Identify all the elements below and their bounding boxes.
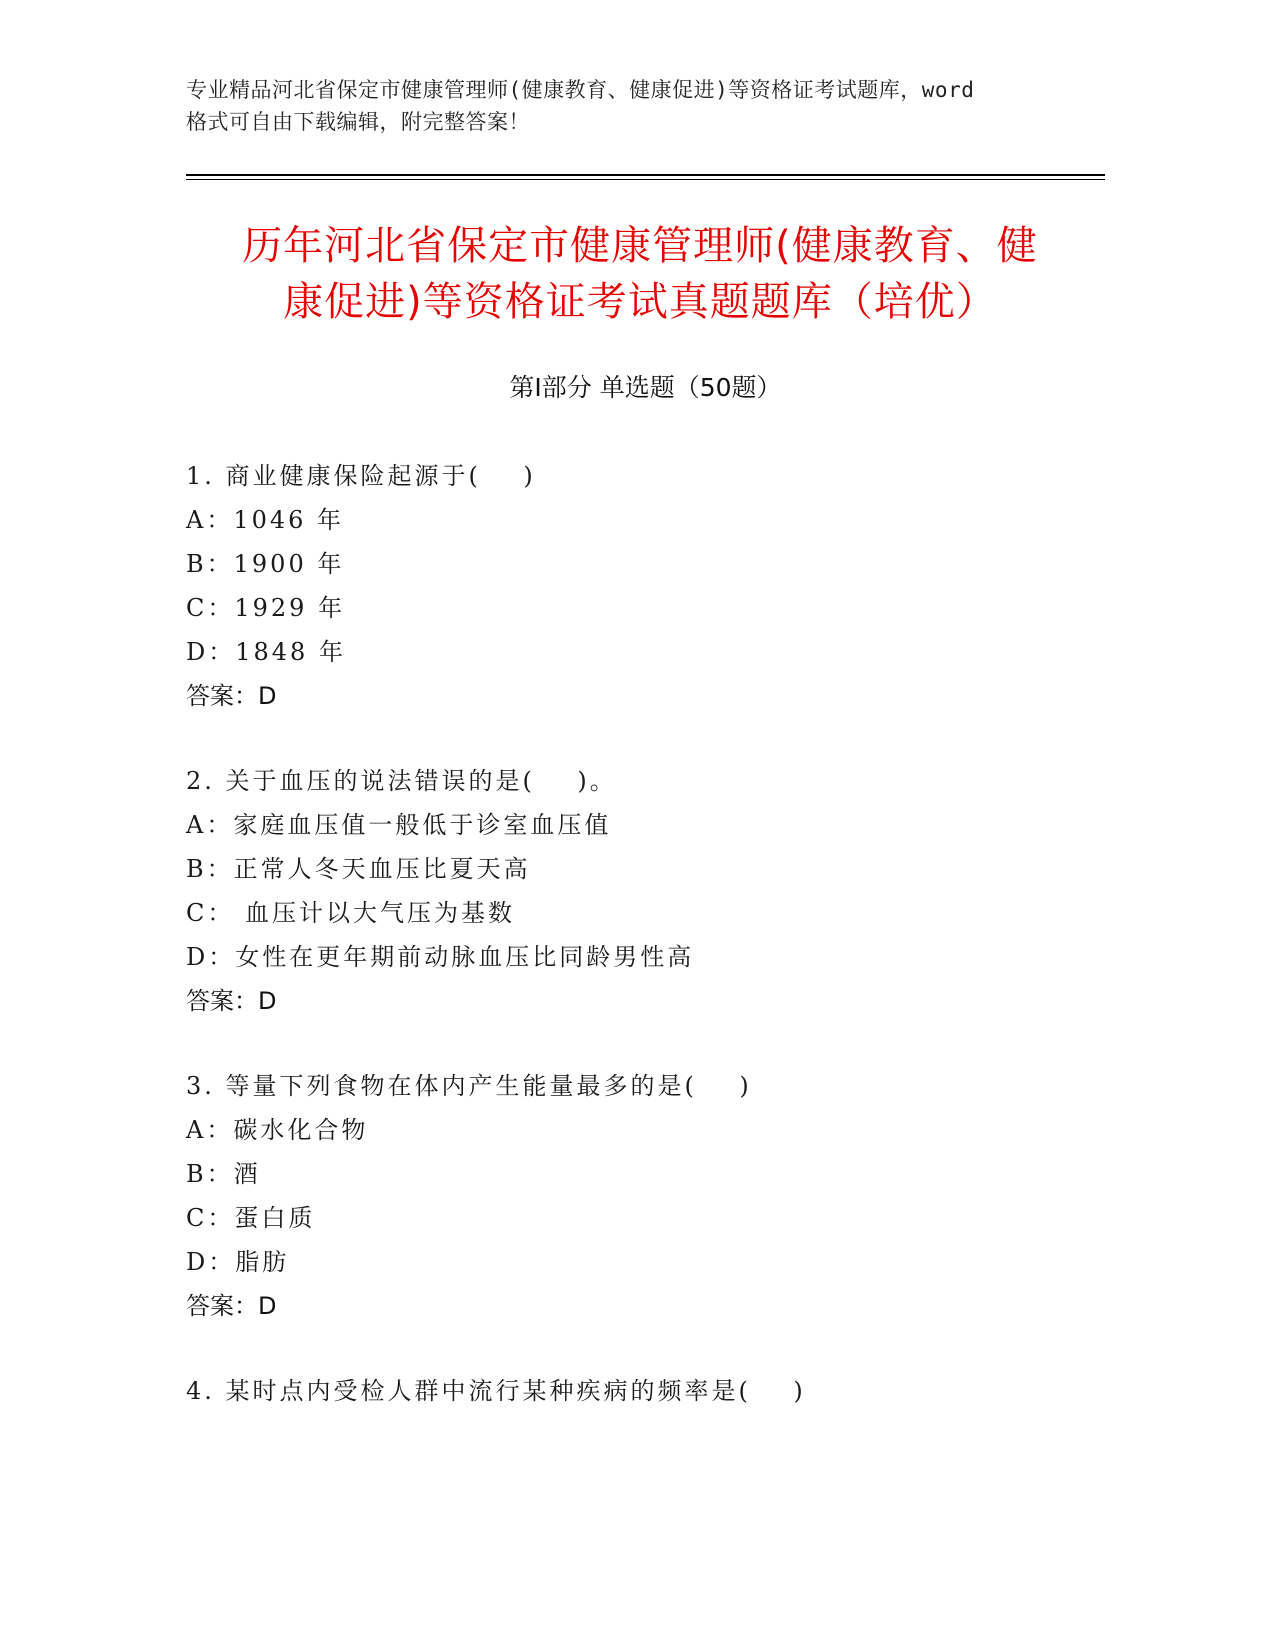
section-title: 第Ⅰ部分 单选题（50题） [509, 373, 782, 402]
question-stem: 3. 等量下列食物在体内产生能量最多的是( ) [186, 1072, 752, 1100]
answer-label: 答案：D [186, 987, 277, 1015]
header-note [186, 74, 1106, 138]
question-stem: 2. 关于血压的说法错误的是( )。 [186, 767, 617, 795]
option-b: B：正常人冬天血压比夏天高 [186, 855, 531, 883]
question-stem: 1. 商业健康保险起源于( ) [186, 462, 536, 490]
option-d: D：1848 年 [186, 638, 346, 666]
option-b: B：酒 [186, 1160, 261, 1188]
option-c: C：蛋白质 [186, 1204, 316, 1232]
answer-label: 答案：D [186, 682, 277, 710]
question-item [186, 1369, 1105, 1413]
document-title [175, 218, 1105, 330]
option-d: D：女性在更年期前动脉血压比同龄男性高 [186, 943, 695, 971]
option-c: C：1929 年 [186, 594, 346, 622]
option-a: A：1046 年 [186, 506, 345, 534]
option-a: A：家庭血压值一般低于诊室血压值 [186, 811, 612, 839]
question-item [186, 454, 1105, 718]
question-stem: 4. 某时点内受检人群中流行某种疾病的频率是( ) [186, 1377, 806, 1405]
header-note-line: 格式可自由下载编辑，附完整答案！ [186, 110, 530, 134]
answer-label: 答案：D [186, 1292, 277, 1320]
document-title-line: 康促进)等资格证考试真题题库（培优） [283, 279, 997, 325]
option-c: C： 血压计以大气压为基数 [186, 899, 515, 927]
header-divider-thin [186, 179, 1105, 180]
option-b: B：1900 年 [186, 550, 345, 578]
header-note-line: 专业精品河北省保定市健康管理师(健康教育、健康促进)等资格证考试题库，word [186, 78, 975, 102]
header-divider [186, 174, 1105, 176]
question-item [186, 1064, 1105, 1328]
question-list [186, 454, 1105, 1454]
option-d: D：脂肪 [186, 1248, 290, 1276]
question-item [186, 759, 1105, 1023]
option-a: A：碳水化合物 [186, 1116, 369, 1144]
document-title-line: 历年河北省保定市健康管理师(健康教育、健 [242, 223, 1038, 269]
